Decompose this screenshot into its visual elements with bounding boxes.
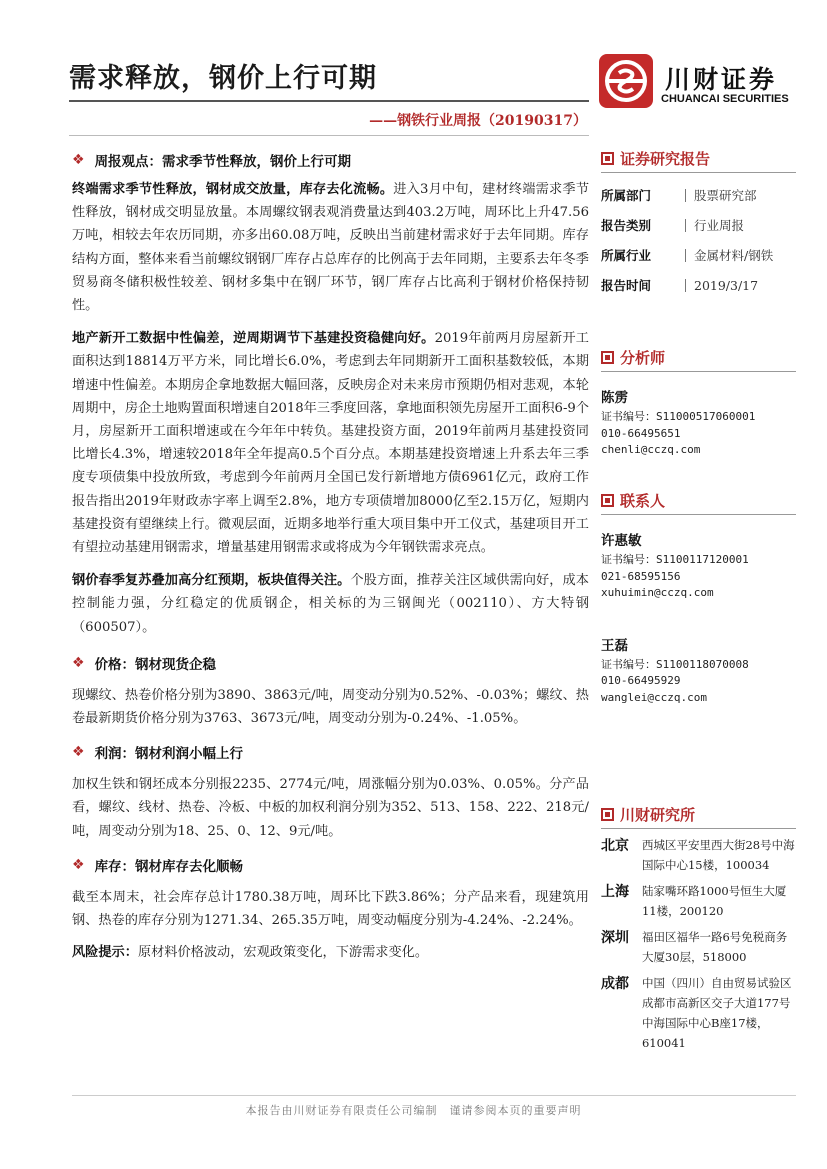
office-chengdu	[601, 973, 796, 1053]
contact-name: 王磊	[601, 637, 628, 654]
paragraph-inventory: 截至本周末，社会库存总计1780.38万吨，周环比下跌3.86%；分产品来看，现建筑用钢、热卷的库存分别为1271.34、265.35万吨，周变动幅度分别为-4.24%、-2.24%。	[72, 889, 589, 929]
risk-body: 原材料价格波动，宏观政策变化，下游需求变化。	[137, 945, 429, 961]
logo-mark-icon	[599, 54, 653, 108]
diamond-bullet-icon: ❖	[72, 654, 85, 671]
contact-cert: 证书编号：S1100117120001	[601, 553, 749, 566]
paragraph-demand	[72, 178, 589, 317]
info-value: 行业周报	[685, 219, 744, 232]
diamond-bullet-icon: ❖	[72, 152, 85, 168]
report-info-panel	[601, 148, 796, 300]
info-row-category	[601, 210, 796, 240]
office-shenzhen	[601, 927, 796, 967]
paragraph-recommendation-body: 个股方面，推荐关注区域供需向好，成本控制能力强，分红稳定的优质钢企，相关标的为三钢闽光（002110）、方大特钢（600507）。	[72, 573, 589, 635]
contact-phone: 010-66495929	[601, 674, 681, 687]
diamond-bullet-icon: ❖	[72, 856, 85, 873]
report-title: 需求释放，钢价上行可期	[69, 63, 377, 94]
weekly-view-heading-text: 周报观点：需求季节性释放，钢价上行可期	[94, 154, 352, 170]
risk-label: 风险提示：	[72, 945, 138, 961]
analyst-card	[601, 386, 796, 459]
contact-email: xuhuimin@cczq.com	[601, 586, 714, 599]
section-square-icon	[601, 494, 614, 507]
analyst-phone: 010-66495651	[601, 426, 681, 440]
paragraph-risk	[72, 941, 589, 964]
inventory-heading	[72, 855, 589, 875]
analyst-heading-text: 分析师	[620, 349, 666, 367]
contact-email: wanglei@cczq.com	[601, 690, 707, 704]
main-content	[72, 150, 589, 964]
info-value: 金属材料/钢铁	[685, 249, 773, 262]
diamond-bullet-icon: ❖	[72, 744, 85, 761]
info-key: 报告类别	[601, 218, 652, 233]
info-key: 报告时间	[601, 278, 652, 293]
office-city: 深圳	[601, 930, 629, 946]
profit-heading-text: 利润：钢材利润小幅上行	[94, 746, 244, 763]
contact-panel	[601, 490, 796, 706]
contact-cert: 证书编号：S1100118070008	[601, 657, 749, 671]
paragraph-demand-lead: 终端需求季节性释放，钢材成交放量，库存去化流畅。	[72, 182, 394, 197]
info-value: 2019/3/17	[685, 279, 758, 292]
analyst-name: 陈雳	[601, 390, 628, 406]
contact-heading	[601, 490, 796, 515]
analyst-panel	[601, 347, 796, 459]
office-address: 中国（四川）自由贸易试验区成都市高新区交子大道177号中海国际中心B座17楼，610041	[641, 976, 792, 1050]
office-address: 福田区福华一路6号免税商务大厦30层，518000	[641, 930, 788, 964]
contact-card	[601, 634, 796, 707]
weekly-view-heading	[72, 150, 589, 170]
analyst-email: chenli@cczq.com	[601, 443, 701, 456]
info-row-department	[601, 180, 796, 210]
paragraph-infrastructure-lead: 地产新开工数据中性偏差，逆周期调节下基建投资稳健向好。	[72, 331, 435, 347]
info-row-date	[601, 270, 796, 300]
office-shanghai	[601, 881, 796, 921]
info-row-industry	[601, 240, 796, 270]
section-square-icon	[601, 152, 614, 165]
report-info-heading	[601, 148, 796, 173]
price-heading	[72, 653, 589, 673]
info-key: 所属行业	[601, 248, 652, 263]
profit-heading	[72, 742, 589, 762]
research-institute-panel	[601, 804, 796, 1053]
footer-rule	[72, 1095, 796, 1096]
paragraph-profit: 加权生铁和钢坯成本分别报2235、2774元/吨，周涨幅分别为0.03%、0.05%。分产品看，螺纹、线材、热卷、冷板、中板的加权利润分别为352、513、158、222、218元/吨，周变动分别为18、25、0、12、9元/吨。	[72, 777, 589, 839]
report-info-heading-text: 证券研究报告	[620, 150, 711, 168]
research-heading-text: 川财研究所	[620, 806, 696, 824]
paragraph-infrastructure-body: 2019年前两月房屋新开工面积达到18814万平方米，同比增长6.0%，考虑到去年同期新开工面积基数较低，本期增速中性偏差。本期房企拿地数据大幅回落，反映房企对未来房市预期仍相对悲观，本轮周期中，房企土地购置面积增速自2018年三季度回落，拿地面积领先房屋开工面积6-9个月，房屋新开工面积增速或在今年年中转负。基建投资方面，2019年前两月基建投资同比增长4.3%，增速较2018年全年提高0.5个百分点。本期基建投资增速上升系去年三季度专项债集中投放所致，考虑到今年前两月全国已发行新增地方债6961亿元，政府工作报告指出2019年财政赤字率上调至2.8%，地方专项债增加8000亿至2.15万亿，短期内基建投资有望继续上行。微观层面，近期多地举行重大项目集中开工仪式，基建项目开工有望拉动基建用钢需求，增量基建用钢需求或将成为今年钢铁需求亮点。	[72, 331, 589, 556]
paragraph-demand-body: 进入3月中旬，建材终端需求季节性释放，钢材成交明显放量。本周螺纹钢表观消费量达到403.2万吨，周环比上升47.56万吨，相较去年农历同期，亦多出60.08万吨，反映出当前建材需求好于去年同期。库存结构方面，整体来看当前螺纹钢钢厂库存占总库存的比例高于去年同期，主要系去年冬季贸易商冬储积极性较差、钢材多集中在钢厂环节，钢厂库存占比高利于钢材价格保持韧性。	[72, 182, 590, 314]
section-square-icon	[601, 808, 614, 821]
contact-name: 许惠敏	[601, 533, 642, 549]
paragraph-infrastructure	[72, 327, 589, 559]
price-heading-text: 价格：钢材现货企稳	[94, 656, 217, 673]
footer-disclaimer: 本报告由川财证券有限责任公司编制 谨请参阅本页的重要声明	[245, 1104, 582, 1117]
research-heading	[601, 804, 796, 829]
contact-heading-text: 联系人	[620, 492, 666, 510]
analyst-cert: 证书编号：S1100051706000​1	[601, 410, 756, 423]
info-key: 所属部门	[601, 188, 652, 203]
office-city: 北京	[601, 838, 629, 854]
logo-name-cn: 川财证券	[665, 65, 778, 94]
office-city: 上海	[601, 884, 629, 900]
paragraph-price: 现螺纹、热卷价格分别为3890、3863元/吨，周变动分别为0.52%、-0.03%；螺纹、热卷最新期货价格分别为3763、3673元/吨，周变动分别为-0.24%、-1.05%。	[72, 687, 589, 727]
logo-name-en: CHUANCAI SECURITIES	[661, 93, 789, 105]
contact-card	[601, 529, 796, 602]
analyst-heading	[601, 347, 796, 372]
subtitle-rule	[69, 135, 589, 136]
report-subtitle: ——钢铁行业周报（20190317）	[369, 113, 587, 129]
office-beijing	[601, 835, 796, 875]
contact-phone: 021-68595156	[601, 569, 681, 583]
paragraph-recommendation-lead: 钢价春季复苏叠加高分红预期，板块值得关注。	[72, 573, 351, 589]
paragraph-recommendation	[72, 569, 589, 639]
inventory-heading-text: 库存：钢材库存去化顺畅	[94, 858, 244, 875]
company-logo	[599, 54, 794, 112]
office-city: 成都	[601, 976, 629, 992]
header-rule	[69, 100, 589, 102]
info-value: 股票研究部	[685, 189, 757, 202]
office-address: 西城区平安里西大街28号中海国际中心15楼，100034	[641, 838, 795, 872]
office-address: 陆家嘴环路1000号恒生大厦11楼，200120	[641, 884, 787, 918]
section-square-icon	[601, 351, 614, 364]
